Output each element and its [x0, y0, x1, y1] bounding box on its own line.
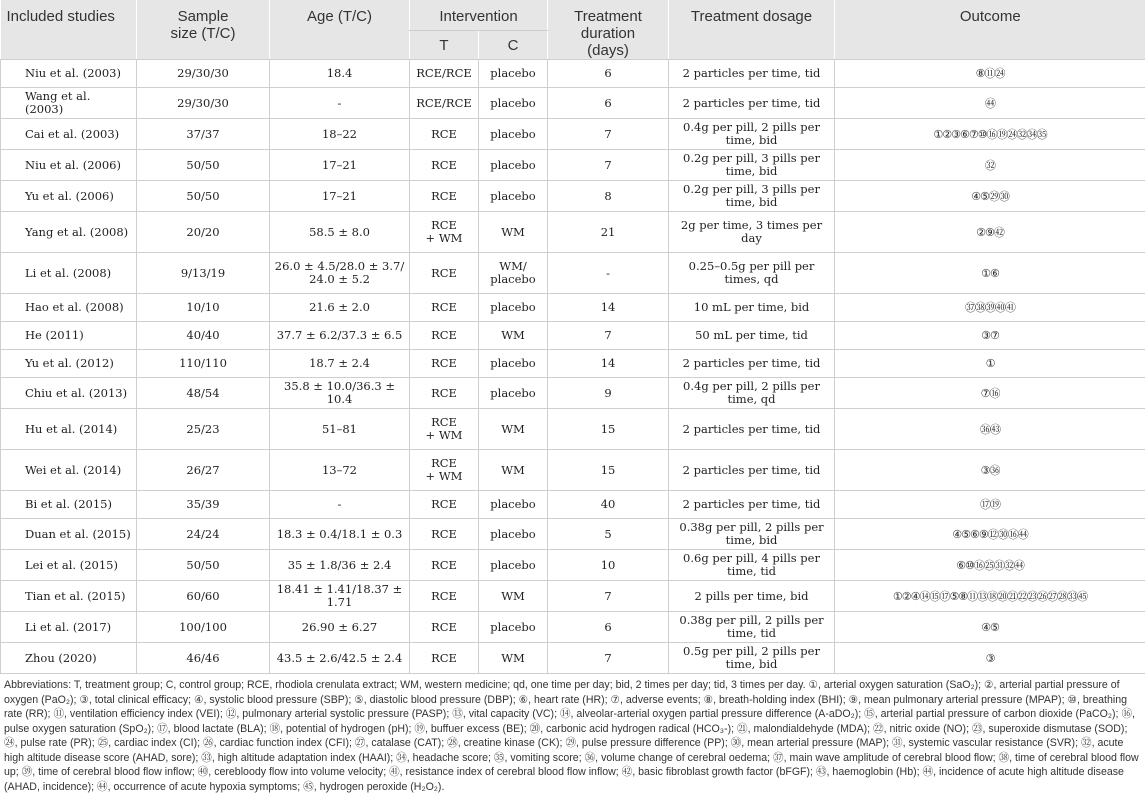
study-cell: Tian et al. (2015): [1, 581, 137, 612]
outcome-cell: ㊱㊸: [835, 409, 1145, 450]
duration-cell: 7: [548, 643, 669, 674]
table-header: [1, 0, 1145, 60]
header-outcome: Outcome: [835, 0, 1145, 60]
dosage-cell: 0.38g per pill, 2 pills per time, bid: [669, 519, 835, 550]
sample-size-cell: 37/37: [137, 119, 270, 150]
age-cell: 26.90 ± 6.27: [270, 612, 410, 643]
duration-cell: 40: [548, 491, 669, 519]
dosage-cell: 0.4g per pill, 2 pills per time, qd: [669, 378, 835, 409]
table-row: [1, 450, 1145, 491]
duration-cell: 5: [548, 519, 669, 550]
age-cell: 51–81: [270, 409, 410, 450]
intervention-c-cell: WM: [479, 409, 548, 450]
sample-size-cell: 26/27: [137, 450, 270, 491]
duration-cell: 10: [548, 550, 669, 581]
intervention-c-cell: WM: [479, 450, 548, 491]
duration-cell: 14: [548, 350, 669, 378]
intervention-t-cell: RCE: [410, 150, 479, 181]
sample-size-cell: 35/39: [137, 491, 270, 519]
table-row: [1, 409, 1145, 450]
age-cell: 37.7 ± 6.2/37.3 ± 6.5: [270, 322, 410, 350]
sample-size-cell: 50/50: [137, 181, 270, 212]
table-row: [1, 119, 1145, 150]
intervention-t-cell: RCE: [410, 491, 479, 519]
study-cell: Bi et al. (2015): [1, 491, 137, 519]
dosage-cell: 0.6g per pill, 4 pills per time, tid: [669, 550, 835, 581]
header-intervention-t: T: [410, 30, 479, 59]
sample-size-cell: 20/20: [137, 212, 270, 253]
study-cell: Li et al. (2017): [1, 612, 137, 643]
intervention-t-cell: RCE: [410, 294, 479, 322]
sample-size-cell: 110/110: [137, 350, 270, 378]
dosage-cell: 10 mL per time, bid: [669, 294, 835, 322]
intervention-t-cell: RCE: [410, 350, 479, 378]
sample-size-cell: 24/24: [137, 519, 270, 550]
age-cell: 35.8 ± 10.0/36.3 ± 10.4: [270, 378, 410, 409]
age-cell: 26.0 ± 4.5/28.0 ± 3.7/ 24.0 ± 5.2: [270, 253, 410, 294]
dosage-cell: 2 particles per time, tid: [669, 350, 835, 378]
outcome-cell: ③: [835, 643, 1145, 674]
sample-size-cell: 29/30/30: [137, 88, 270, 119]
outcome-cell: ①②③⑥⑦⑩⑯⑲㉔㉜㉞㉟: [835, 119, 1145, 150]
sample-size-cell: 29/30/30: [137, 60, 270, 88]
dosage-cell: 2 particles per time, tid: [669, 491, 835, 519]
age-cell: 18.7 ± 2.4: [270, 350, 410, 378]
study-cell: Lei et al. (2015): [1, 550, 137, 581]
study-cell: Cai et al. (2003): [1, 119, 137, 150]
dosage-cell: 0.2g per pill, 3 pills per time, bid: [669, 181, 835, 212]
table-row: [1, 643, 1145, 674]
intervention-c-cell: placebo: [479, 60, 548, 88]
intervention-c-cell: placebo: [479, 88, 548, 119]
study-cell: Hao et al. (2008): [1, 294, 137, 322]
intervention-t-cell: RCE: [410, 322, 479, 350]
duration-cell: -: [548, 253, 669, 294]
age-cell: -: [270, 491, 410, 519]
table-row: [1, 181, 1145, 212]
study-cell: Niu et al. (2003): [1, 60, 137, 88]
outcome-cell: ④⑤⑥⑨⑫㉚⑯㊹: [835, 519, 1145, 550]
outcome-cell: ⑰⑲: [835, 491, 1145, 519]
intervention-c-cell: WM: [479, 212, 548, 253]
duration-cell: 21: [548, 212, 669, 253]
age-cell: 35 ± 1.8/36 ± 2.4: [270, 550, 410, 581]
dosage-cell: 0.38g per pill, 2 pills per time, tid: [669, 612, 835, 643]
intervention-c-cell: placebo: [479, 181, 548, 212]
intervention-t-cell: RCE/RCE: [410, 60, 479, 88]
duration-cell: 7: [548, 581, 669, 612]
age-cell: 21.6 ± 2.0: [270, 294, 410, 322]
duration-cell: 6: [548, 60, 669, 88]
intervention-t-cell: RCE: [410, 181, 479, 212]
outcome-cell: ①: [835, 350, 1145, 378]
intervention-c-cell: placebo: [479, 350, 548, 378]
dosage-cell: 50 mL per time, tid: [669, 322, 835, 350]
outcome-cell: ①②④⑭⑮⑰⑤⑧⑪⑬⑱⑳㉑㉒㉓㉖㉗㉘㉝㊺: [835, 581, 1145, 612]
intervention-t-cell: RCE: [410, 643, 479, 674]
dosage-cell: 2 pills per time, bid: [669, 581, 835, 612]
intervention-c-cell: placebo: [479, 378, 548, 409]
table-row: [1, 60, 1145, 88]
study-cell: Wang et al. (2003): [1, 88, 137, 119]
outcome-cell: ③㊱: [835, 450, 1145, 491]
study-cell: Yu et al. (2012): [1, 350, 137, 378]
table-row: [1, 88, 1145, 119]
age-cell: 17–21: [270, 181, 410, 212]
sample-size-cell: 50/50: [137, 550, 270, 581]
intervention-c-cell: placebo: [479, 519, 548, 550]
table-body: [1, 60, 1145, 674]
dosage-cell: 0.2g per pill, 3 pills per time, bid: [669, 150, 835, 181]
intervention-t-cell: RCE: [410, 119, 479, 150]
duration-cell: 8: [548, 181, 669, 212]
intervention-t-cell: RCE: [410, 612, 479, 643]
outcome-cell: ②⑨㊷: [835, 212, 1145, 253]
table-row: [1, 150, 1145, 181]
dosage-cell: 0.5g per pill, 2 pills per time, bid: [669, 643, 835, 674]
table-row: [1, 378, 1145, 409]
dosage-cell: 2 particles per time, tid: [669, 450, 835, 491]
study-cell: Duan et al. (2015): [1, 519, 137, 550]
dosage-cell: 2 particles per time, tid: [669, 60, 835, 88]
table-footnote: [0, 674, 1145, 794]
header-treatment-duration: Treatment duration (days): [548, 0, 669, 60]
outcome-cell: ③⑦: [835, 322, 1145, 350]
intervention-t-cell: RCE: [410, 550, 479, 581]
dosage-cell: 2 particles per time, tid: [669, 409, 835, 450]
duration-cell: 7: [548, 119, 669, 150]
abbreviations-text: Abbreviations: T, treatment group; C, control group; RCE, rhodiola crenulata extract; WM, western medicine; qd, one time per day; bid, 2 times per day; tid, 3 times per day. ①, arterial oxygen saturation (SaO₂); ②, arterial partial pressure of oxygen (PaO₂); ③, total clinical efficacy; ④, systolic blood pressure (SBP); ⑤, diastolic blood pressure (DBP); ⑥, heart rate (HR); ⑦, adverse events; ⑧, breath-holding index (BHI); ⑨, mean pulmonary arterial pressure (MPAP); ⑩, breathing rate (RR); ⑪, ventilation efficiency index (VEI); ⑫, pulmonary arterial systolic pressure (PASP); ⑬, vital capacity (VC); ⑭, alveolar-arterial oxygen partial pressure difference (A-aDO₂); ⑮, arterial partial pressure of carbon dioxide (PaCO₂); ⑯, pulse oxygen saturation (SpO₂); ⑰, blood lactate (BLA); ⑱, potential of hydrogen (pH); ⑲, buffuer excess (BE); ⑳, carbonic acid hydrogen radical (HCO₃-); ㉑, malondialdehyde (MDA); ㉒, nitric oxide (NO); ㉓, superoxide dismutase (SOD); ㉔, pulse rate (PR); ㉕, cardiac index (CI); ㉖, cardiac function index (CFI); ㉗, catalase (CAT); ㉘, creatine kinase (CK); ㉙, pulse pressure difference (PP); ㉚, mean arterial pressure (MAP); ㉛, systemic vascular resistance (SVR); ㉜, acute high altitude disease score (AHAD, sore); ㉝, high altitude adaptation index (HAAI); ㉞, headache score; ㉟, vomiting score; ㊱, volume change of cerebral oedema; ㊲, main wave amplitude of cerebral blood flow; ㊳, time of cerebral blood flow up; ㊴, time of cerebral blood flow inflow; ㊵, cerebloody flow into volume velocity; ㊶, resistance index of cerebral blood flow inflow; ㊷, basic fibroblast growth factor (bFGF); ㊸, haemoglobin (Hb); ㊹, incidence of acute high altitude disease (AHAD, incidence); ㊹, occurrence of acute hypoxia symptoms; ㊺, hydrogen peroxide (H₂O₂).: [4, 679, 1139, 793]
intervention-c-cell: WM: [479, 581, 548, 612]
age-cell: 17–21: [270, 150, 410, 181]
duration-cell: 7: [548, 322, 669, 350]
outcome-cell: ④⑤㉙㉚: [835, 181, 1145, 212]
table-row: [1, 491, 1145, 519]
study-cell: Yu et al. (2006): [1, 181, 137, 212]
intervention-c-cell: WM/ placebo: [479, 253, 548, 294]
dosage-cell: 2g per time, 3 times per day: [669, 212, 835, 253]
sample-size-cell: 46/46: [137, 643, 270, 674]
table-row: [1, 322, 1145, 350]
header-intervention-c: C: [479, 30, 548, 59]
age-cell: 18.41 ± 1.41/18.37 ± 1.71: [270, 581, 410, 612]
study-cell: Niu et al. (2006): [1, 150, 137, 181]
table-row: [1, 212, 1145, 253]
intervention-c-cell: placebo: [479, 550, 548, 581]
study-cell: Chiu et al. (2013): [1, 378, 137, 409]
dosage-cell: 0.4g per pill, 2 pills per time, bid: [669, 119, 835, 150]
age-cell: -: [270, 88, 410, 119]
intervention-t-cell: RCE: [410, 253, 479, 294]
age-cell: 43.5 ± 2.6/42.5 ± 2.4: [270, 643, 410, 674]
sample-size-cell: 50/50: [137, 150, 270, 181]
sample-size-cell: 9/13/19: [137, 253, 270, 294]
duration-cell: 15: [548, 450, 669, 491]
dosage-cell: 2 particles per time, tid: [669, 88, 835, 119]
intervention-c-cell: placebo: [479, 491, 548, 519]
outcome-cell: ⑥⑩⑯㉕㉛㉜㊹: [835, 550, 1145, 581]
age-cell: 13–72: [270, 450, 410, 491]
intervention-t-cell: RCE + WM: [410, 409, 479, 450]
intervention-t-cell: RCE + WM: [410, 450, 479, 491]
dosage-cell: 0.25–0.5g per pill per times, qd: [669, 253, 835, 294]
outcome-cell: ㉜: [835, 150, 1145, 181]
sample-size-cell: 48/54: [137, 378, 270, 409]
intervention-c-cell: placebo: [479, 294, 548, 322]
study-cell: Hu et al. (2014): [1, 409, 137, 450]
age-cell: 58.5 ± 8.0: [270, 212, 410, 253]
intervention-c-cell: placebo: [479, 150, 548, 181]
intervention-t-cell: RCE + WM: [410, 212, 479, 253]
outcome-cell: ㊲㊳㊴㊵㊶: [835, 294, 1145, 322]
duration-cell: 6: [548, 88, 669, 119]
study-cell: Li et al. (2008): [1, 253, 137, 294]
duration-cell: 6: [548, 612, 669, 643]
table-row: [1, 581, 1145, 612]
intervention-t-cell: RCE/RCE: [410, 88, 479, 119]
duration-cell: 14: [548, 294, 669, 322]
outcome-cell: ⑦⑯: [835, 378, 1145, 409]
sample-size-cell: 40/40: [137, 322, 270, 350]
duration-cell: 9: [548, 378, 669, 409]
intervention-c-cell: placebo: [479, 119, 548, 150]
header-age: Age (T/C): [270, 0, 410, 60]
table-row: [1, 519, 1145, 550]
table-row: [1, 294, 1145, 322]
outcome-cell: ④⑤: [835, 612, 1145, 643]
study-cell: Yang et al. (2008): [1, 212, 137, 253]
table-row: [1, 550, 1145, 581]
intervention-t-cell: RCE: [410, 581, 479, 612]
study-cell: Wei et al. (2014): [1, 450, 137, 491]
header-included-studies: Included studies: [1, 0, 137, 60]
intervention-c-cell: WM: [479, 322, 548, 350]
table-row: [1, 253, 1145, 294]
study-cell: Zhou (2020): [1, 643, 137, 674]
sample-size-cell: 60/60: [137, 581, 270, 612]
age-cell: 18–22: [270, 119, 410, 150]
outcome-cell: ㊹: [835, 88, 1145, 119]
outcome-cell: ⑧⑪㉔: [835, 60, 1145, 88]
intervention-c-cell: WM: [479, 643, 548, 674]
intervention-t-cell: RCE: [410, 378, 479, 409]
intervention-t-cell: RCE: [410, 519, 479, 550]
duration-cell: 7: [548, 150, 669, 181]
header-sample-size: Sample size (T/C): [137, 0, 270, 60]
intervention-c-cell: placebo: [479, 612, 548, 643]
study-cell: He (2011): [1, 322, 137, 350]
sample-size-cell: 10/10: [137, 294, 270, 322]
header-treatment-dosage: Treatment dosage: [669, 0, 835, 60]
age-cell: 18.3 ± 0.4/18.1 ± 0.3: [270, 519, 410, 550]
table-row: [1, 350, 1145, 378]
outcome-cell: ①⑥: [835, 253, 1145, 294]
table-row: [1, 612, 1145, 643]
sample-size-cell: 100/100: [137, 612, 270, 643]
header-intervention: Intervention: [410, 0, 548, 30]
age-cell: 18.4: [270, 60, 410, 88]
sample-size-cell: 25/23: [137, 409, 270, 450]
duration-cell: 15: [548, 409, 669, 450]
